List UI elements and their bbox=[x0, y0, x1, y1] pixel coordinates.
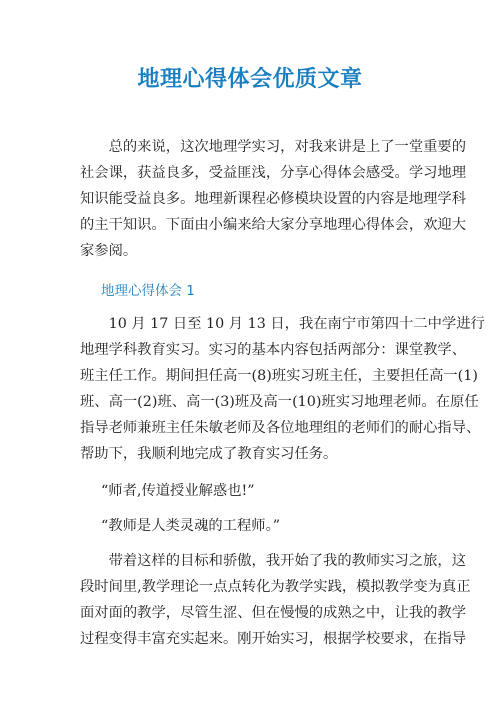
text-line: 地理学科教育实习。实习的基本内容包括两部分：课堂教学、 bbox=[80, 342, 467, 358]
text-line: 过程变得丰富充实起来。刚开始实习，根据学校要求，在指导 bbox=[80, 631, 467, 647]
page-title: 地理心得体会优质文章 bbox=[137, 67, 363, 92]
quote-line: “教师是人类灵魂的工程师。” bbox=[101, 518, 281, 534]
text-line: 知识能受益良多。地理新课程必修模块设置的内容是地理学科 bbox=[80, 191, 467, 207]
intro-paragraph bbox=[80, 134, 467, 264]
section-paragraph bbox=[80, 548, 471, 652]
text-line: 的主干知识。下面由小编来给大家分享地理心得体会，欢迎大 bbox=[80, 217, 467, 233]
text-line: 段时间里,教学理论一点点转化为教学实践，模拟教学变为真正 bbox=[80, 579, 471, 595]
text-line: 10 月 17 日至 10 月 13 日，我在南宁市第四十二中学进行 bbox=[80, 316, 485, 332]
section-paragraph bbox=[80, 311, 485, 467]
text-line: 班主任工作。期间担任高一(8)班实习班主任，主要担任高一(1) bbox=[80, 368, 478, 384]
text-line: 面对面的教学，尽管生涩、但在慢慢的成熟之中，让我的教学 bbox=[80, 605, 467, 621]
text-line: 带着这样的目标和骄傲，我开始了我的教师实习之旅，这 bbox=[80, 553, 467, 569]
text-line: 班、高一(2)班、高一(3)班及高一(10)班实习地理老师。在原任 bbox=[80, 394, 479, 410]
text-line: 帮助下，我顺利地完成了教育实习任务。 bbox=[80, 446, 338, 462]
text-line: 指导老师兼班主任朱敏老师及各位地理组的老师们的耐心指导、 bbox=[80, 420, 481, 436]
text-line: 总的来说，这次地理学实习，对我来讲是上了一堂重要的 bbox=[80, 139, 467, 155]
text-line: 社会课，获益良多，受益匪浅，分享心得体会感受。学习地理 bbox=[80, 165, 467, 181]
text-line: 家参阅。 bbox=[80, 243, 138, 259]
section-heading: 地理心得体会 1 bbox=[101, 283, 195, 299]
quote-line: “师者,传道授业解惑也!” bbox=[101, 483, 255, 499]
